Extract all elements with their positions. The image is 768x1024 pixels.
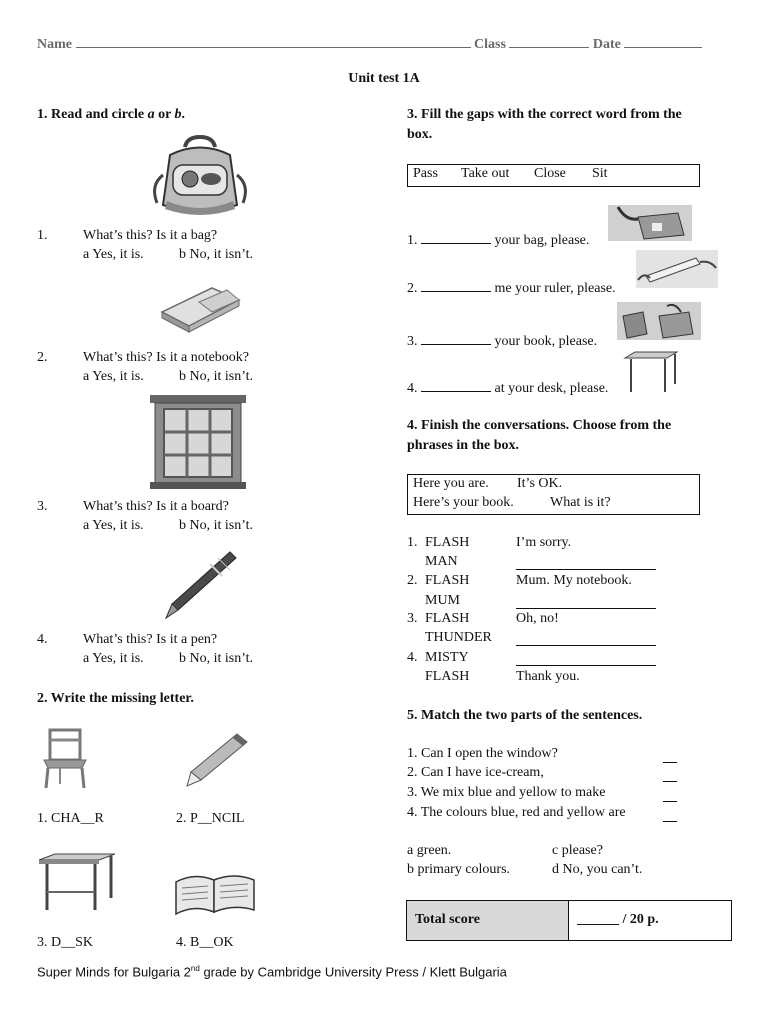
ex1-q1-text: What’s this? Is it a bag?	[83, 228, 218, 243]
ex5-blank4[interactable]	[663, 809, 677, 822]
ex1-q2-option-a[interactable]: a Yes, it is.	[83, 369, 144, 384]
ex5-answer-a: a green.	[407, 843, 452, 858]
ex1-q3-text: What’s this? Is it a board?	[83, 499, 229, 514]
ex5-blank2[interactable]	[663, 769, 677, 782]
ex3-item4	[407, 379, 608, 397]
ex4-row7-speaker: MISTY	[425, 650, 469, 665]
desk-icon	[37, 852, 117, 912]
ex2-item2[interactable]: 2. P__NCIL	[176, 811, 245, 826]
ex3-word-pass: Pass	[413, 166, 438, 181]
ex4-row5-speaker: FLASH	[425, 611, 470, 626]
book-icon	[172, 862, 257, 917]
total-score-value: ______ / 20 p.	[577, 912, 659, 927]
ex1-heading: 1. Read and circle a or b.	[37, 107, 186, 122]
ex3-word-box	[407, 164, 700, 187]
ex4-row1-line: I’m sorry.	[516, 535, 572, 550]
name-field[interactable]	[76, 35, 471, 48]
ex1-q4-num: 4.	[37, 632, 48, 647]
ex3-word-take-out: Take out	[461, 166, 510, 181]
ex3-word-close: Close	[534, 166, 566, 181]
date-label: Date	[592, 37, 621, 52]
ex5-blank3[interactable]	[663, 789, 677, 802]
pass-ruler-icon	[636, 250, 718, 288]
ex5-answer-d: d No, you can’t.	[552, 862, 643, 877]
ex4-phrase-heres-your-book: Here’s your book.	[413, 495, 514, 510]
ex4-row7-num: 4.	[407, 650, 418, 665]
ex1-q4-option-b[interactable]: b No, it isn’t.	[179, 651, 254, 666]
name-label: Name	[37, 37, 72, 52]
ex5-sentence2: 2. Can I have ice-cream,	[407, 765, 544, 780]
ex3-item3-num: 3.	[407, 334, 418, 349]
school-desk-icon	[623, 350, 679, 394]
ex4-phrase-here-you-are: Here you are.	[413, 476, 489, 491]
ex3-item1-num: 1.	[407, 233, 418, 248]
ex5-blank1[interactable]	[663, 750, 677, 763]
ex4-row3-speaker: FLASH	[425, 573, 470, 588]
total-score-label: Total score	[415, 912, 480, 927]
ex5-sentence3: 3. We mix blue and yellow to make	[407, 785, 606, 800]
ex4-row8-speaker: FLASH	[425, 669, 470, 684]
ex3-item1-blank[interactable]	[421, 231, 491, 244]
take-out-bag-icon	[608, 205, 692, 241]
window-icon	[150, 395, 246, 490]
class-field[interactable]	[509, 35, 589, 48]
ex1-q1-option-b[interactable]: b No, it isn’t.	[179, 247, 254, 262]
ex1-q2-text: What’s this? Is it a notebook?	[83, 350, 250, 365]
pen-icon	[160, 548, 240, 623]
ex1-q2-option-b[interactable]: b No, it isn’t.	[179, 369, 254, 384]
ex4-row1-speaker: FLASH	[425, 535, 470, 550]
chair-icon	[42, 728, 88, 790]
footer-credit	[37, 964, 507, 979]
backpack-icon	[145, 135, 255, 220]
ex3-word-sit: Sit	[592, 166, 608, 181]
ex3-item1-text: your bag, please.	[494, 233, 590, 248]
class-label: Class	[474, 37, 506, 52]
ex3-heading-line1: 3. Fill the gaps with the correct word from the	[407, 107, 682, 122]
ex4-row4-speaker: MUM	[425, 593, 461, 608]
ex4-row6-blank[interactable]	[516, 633, 656, 646]
ex5-answer-c: c please?	[552, 843, 603, 858]
header-fields	[37, 35, 702, 53]
ex3-item3	[407, 332, 597, 350]
ex1-q2-num: 2.	[37, 350, 48, 365]
ex4-row2-speaker: MAN	[425, 554, 458, 569]
ex3-item1	[407, 231, 589, 249]
ex4-phrase-box	[407, 474, 700, 515]
ex2-item1[interactable]: 1. CHA__R	[37, 811, 104, 826]
ex3-item2-blank[interactable]	[421, 279, 491, 292]
ex4-phrase-what-is-it: What is it?	[550, 495, 611, 510]
ex4-row3-num: 2.	[407, 573, 418, 588]
ex4-row2-blank[interactable]	[516, 557, 656, 570]
ex3-item2-num: 2.	[407, 281, 418, 296]
ex4-row5-num: 3.	[407, 611, 418, 626]
page-title: Unit test 1A	[348, 71, 420, 86]
total-score-box	[406, 900, 732, 941]
ex4-row7-blank[interactable]	[516, 653, 656, 666]
ex5-heading: 5. Match the two parts of the sentences.	[407, 708, 643, 723]
ex2-item3[interactable]: 3. D__SK	[37, 935, 94, 950]
ex4-heading-line2: phrases in the box.	[407, 438, 520, 453]
ex3-item4-num: 4.	[407, 381, 418, 396]
ex1-q1-num: 1.	[37, 228, 48, 243]
footer-sup: nd	[190, 964, 200, 973]
ex4-phrase-its-ok: It’s OK.	[517, 476, 563, 491]
ex4-row3-line: Mum. My notebook.	[516, 573, 632, 588]
footer-text-rest: grade by Cambridge University Press / Klett Bulgaria	[199, 964, 507, 980]
footer-text: Super Minds for Bulgaria 2	[37, 964, 191, 980]
ex3-item4-blank[interactable]	[421, 379, 491, 392]
ex5-sentence4: 4. The colours blue, red and yellow are	[407, 805, 626, 820]
ex4-row5-line: Oh, no!	[516, 611, 559, 626]
ex4-row4-blank[interactable]	[516, 596, 656, 609]
ex2-item4[interactable]: 4. B__OK	[176, 935, 234, 950]
ex1-q4-text: What’s this? Is it a pen?	[83, 632, 218, 647]
ex1-q3-option-a[interactable]: a Yes, it is.	[83, 518, 144, 533]
ex2-heading: 2. Write the missing letter.	[37, 691, 194, 706]
ex1-q3-num: 3.	[37, 499, 48, 514]
ex5-sentence1: 1. Can I open the window?	[407, 746, 558, 761]
ex4-heading-line1: 4. Finish the conversations. Choose from the	[407, 418, 672, 433]
date-field[interactable]	[624, 35, 702, 48]
close-book-icon	[617, 302, 701, 340]
ex1-q3-option-b[interactable]: b No, it isn’t.	[179, 518, 254, 533]
ex4-row6-speaker: THUNDER	[425, 630, 492, 645]
ex3-item3-text: your book, please.	[494, 334, 598, 349]
ex1-q1-option-a[interactable]: a Yes, it is.	[83, 247, 144, 262]
ex3-heading-line2: box.	[407, 127, 433, 142]
ex4-row1-num: 1.	[407, 535, 418, 550]
ex4-row8-line: Thank you.	[516, 669, 580, 684]
ex3-item3-blank[interactable]	[421, 332, 491, 345]
ex3-item4-text: at your desk, please.	[494, 381, 609, 396]
ex3-item2-text: me your ruler, please.	[494, 281, 616, 296]
pencil-icon	[185, 730, 250, 788]
eraser-icon	[157, 280, 242, 335]
ex5-answer-b: b primary colours.	[407, 862, 511, 877]
ex1-q4-option-a[interactable]: a Yes, it is.	[83, 651, 144, 666]
ex3-item2	[407, 279, 616, 297]
